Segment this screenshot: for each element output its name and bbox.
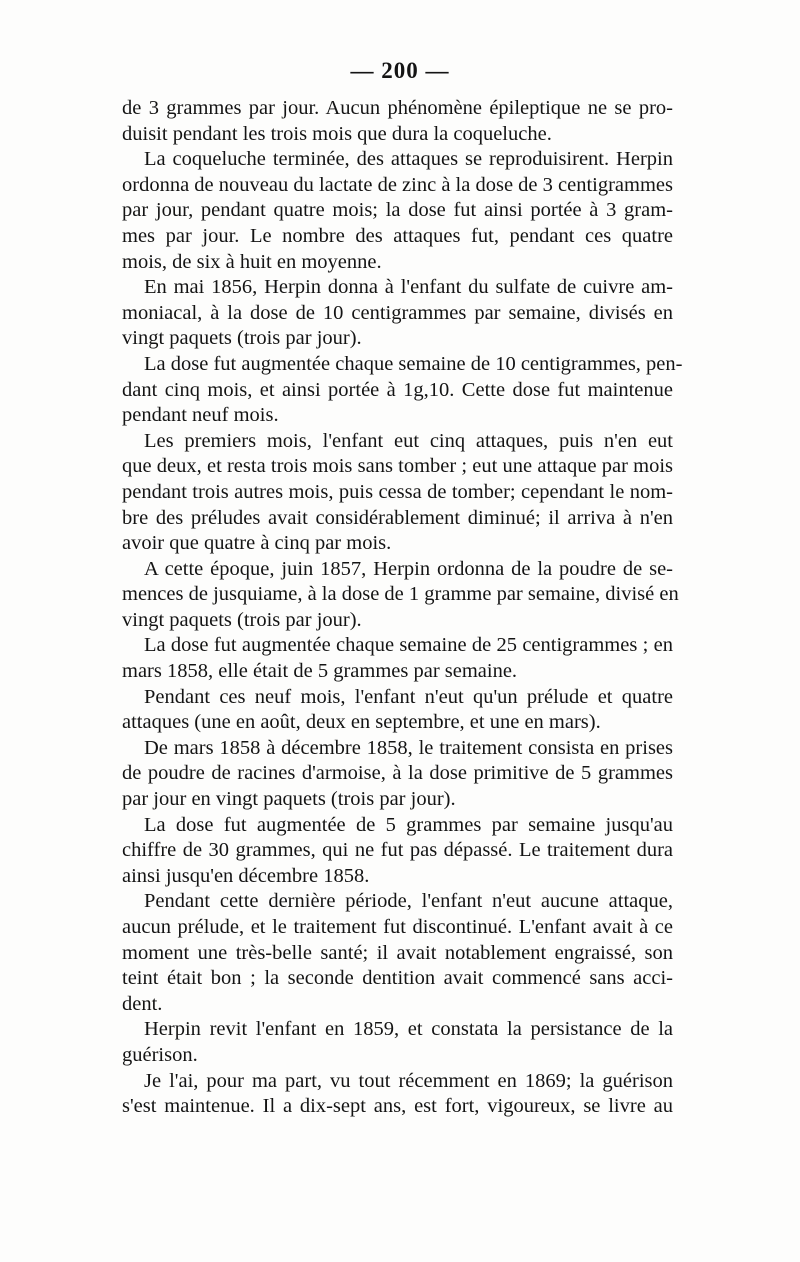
text-line: mars 1858, elle était de 5 grammes par semaine. <box>122 660 518 683</box>
text-line: guérison. <box>122 1043 198 1066</box>
text-line: vingt paquets (trois par jour). <box>122 327 362 350</box>
text-line: La dose fut augmentée chaque semaine de 10 centigrammes, pen- <box>144 352 683 375</box>
text-line: La dose fut augmentée de 5 grammes par semaine jusqu'au <box>144 813 673 836</box>
text-line: La dose fut augmentée chaque semaine de 25 centigrammes ; en <box>144 634 673 657</box>
text-line: attaques (une en août, deux en septembre, et une en mars). <box>122 711 601 734</box>
text-line: mes par jour. Le nombre des attaques fut, pendant ces quatre <box>122 224 673 247</box>
text-line: La coqueluche terminée, des attaques se reproduisirent. Herpin <box>144 148 673 171</box>
text-line: pendant neuf mois. <box>122 404 279 427</box>
text-line: En mai 1856, Herpin donna à l'enfant du sulfate de cuivre am- <box>144 276 673 299</box>
text-line: chiffre de 30 grammes, qui ne fut pas dépassé. Le traitement dura <box>122 839 673 862</box>
text-line: vingt paquets (trois par jour). <box>122 608 362 631</box>
text-line: ainsi jusqu'en décembre 1858. <box>122 864 370 887</box>
text-line: Je l'ai, pour ma part, vu tout récemment en 1869; la guérison <box>144 1069 673 1092</box>
text-line: par jour, pendant quatre mois; la dose fut ainsi portée à 3 gram- <box>122 199 673 222</box>
text-line: dant cinq mois, et ainsi portée à 1g,10. Cette dose fut maintenue <box>122 378 673 401</box>
text-line: Les premiers mois, l'enfant eut cinq attaques, puis n'en eut <box>144 429 673 452</box>
text-line: mois, de six à huit en moyenne. <box>122 250 382 273</box>
text-line: teint était bon ; la seconde dentition avait commencé sans acci- <box>122 967 673 990</box>
text-line: moniacal, à la dose de 10 centigrammes par semaine, divisés en <box>122 301 673 324</box>
text-line: Pendant ces neuf mois, l'enfant n'eut qu'un prélude et quatre <box>144 685 673 708</box>
text-line: bre des préludes avait considérablement diminué; il arriva à n'en <box>122 506 673 529</box>
text-line: ordonna de nouveau du lactate de zinc à la dose de 3 centigrammes <box>122 173 673 196</box>
text-line: par jour en vingt paquets (trois par jour). <box>122 788 456 811</box>
text-line: s'est maintenue. Il a dix-sept ans, est fort, vigoureux, se livre au <box>122 1095 673 1118</box>
text-line: pendant trois autres mois, puis cessa de tomber; cependant le nom- <box>122 480 673 503</box>
body-text <box>122 96 683 1120</box>
text-line: aucun prélude, et le traitement fut discontinué. L'enfant avait à ce <box>122 916 673 938</box>
text-line: duisit pendant les trois mois que dura la coqueluche. <box>122 122 552 145</box>
text-line: de 3 grammes par jour. Aucun phénomène épileptique ne se pro- <box>122 97 673 119</box>
text-line: A cette époque, juin 1857, Herpin ordonna de la poudre de se- <box>144 557 673 580</box>
text-line: avoir que quatre à cinq par mois. <box>122 532 392 555</box>
text-line: de poudre de racines d'armoise, à la dose primitive de 5 grammes <box>122 762 673 785</box>
text-line: que deux, et resta trois mois sans tomber ; eut une attaque par mois <box>122 455 673 478</box>
text-line: De mars 1858 à décembre 1858, le traitement consista en prises <box>144 736 673 759</box>
page-number: — 200 — <box>350 58 450 83</box>
text-line: dent. <box>122 992 163 1015</box>
text-line: Pendant cette dernière période, l'enfant n'eut aucune attaque, <box>144 890 673 913</box>
text-line: moment une très-belle santé; il avait notablement engraissé, son <box>122 941 673 964</box>
text-line: mences de jusquiame, à la dose de 1 gramme par semaine, divisé en <box>122 583 679 606</box>
text-line: Herpin revit l'enfant en 1859, et constata la persistance de la <box>144 1018 673 1041</box>
